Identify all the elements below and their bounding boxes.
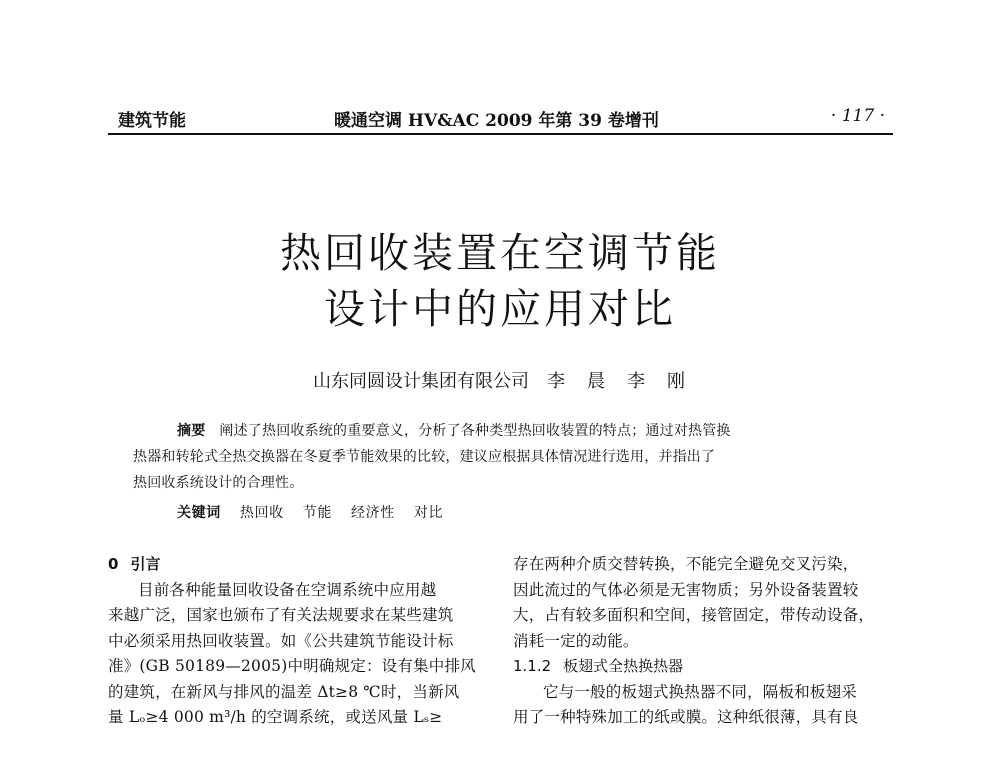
header-journal: 暖通空调 HV&AC 2009 年第 39 卷增刊 (334, 111, 659, 131)
body-line: 来越广泛，国家也颁布了有关法规要求在某些建筑 (108, 606, 454, 624)
body-line: 它与一般的板翅式换热器不同，隔板和板翅采 (543, 682, 858, 701)
keyword: 对比 (413, 505, 444, 521)
keywords-label: 关键词 (177, 505, 221, 521)
subsection-title: 板翅式全热换热器 (563, 657, 684, 675)
body-line: 消耗一定的动能。 (513, 631, 639, 650)
body-line: 大，占有较多面积和空间，接管固定，带传动设备， (513, 606, 875, 624)
right-column (513, 552, 893, 731)
author-line (0, 367, 1000, 393)
keyword: 节能 (302, 505, 332, 521)
body-line: 目前各种能量回收设备在空调系统中应用越 (138, 580, 437, 599)
abstract-line: 阐述了热回收系统的重要意义，分析了各种类型热回收装置的特点；通过对热管换 (219, 423, 731, 439)
body-line: 因此流过的气体必须是无害物质；另外设备装置较 (513, 580, 859, 599)
header-page-number: · 117 · (830, 106, 885, 126)
abstract (133, 418, 873, 496)
body-line: 中必须采用热回收装置。如《公共建筑节能设计标 (108, 631, 454, 650)
header-section: 建筑节能 (118, 111, 186, 131)
title-line-1: 热回收装置在空调节能 (280, 229, 720, 277)
author-names: 李 晨 李 刚 (547, 371, 687, 392)
header-rule (108, 133, 893, 135)
section-title: 引言 (130, 555, 161, 573)
affiliation: 山东同圆设计集团有限公司 (313, 371, 529, 392)
abstract-label: 摘要 (177, 423, 206, 439)
body-line: 准》(GB 50189—2005)中明确规定：设有集中排风 (108, 657, 476, 675)
keywords (177, 502, 457, 522)
abstract-line: 热回收系统设计的合理性。 (133, 475, 304, 491)
body-line: 用了一种特殊加工的纸或膜。这种纸很薄，具有良 (513, 708, 859, 726)
left-column (108, 552, 488, 731)
abstract-line: 热器和转轮式全热交换器在冬夏季节能效果的比较，建议应根据具体情况进行选用，并指出了 (133, 449, 716, 465)
body-line: 的建筑，在新风与排风的温差 Δt≥8 ℃时，当新风 (108, 682, 460, 701)
section-heading (108, 552, 488, 578)
subsection-heading (513, 654, 893, 680)
subsection-number: 1.1.2 (513, 657, 552, 675)
title-line-2: 设计中的应用对比 (324, 285, 676, 333)
section-number: 0 (108, 555, 119, 573)
body-line: 量 Lₒ≥4 000 m³/h 的空调系统，或送风量 Lₛ≥ (108, 708, 443, 726)
body-line: 存在两种介质交替转换，不能完全避免交叉污染， (513, 555, 859, 573)
paper-title (0, 225, 1000, 337)
keyword: 经济性 (351, 505, 395, 521)
keyword: 热回收 (239, 505, 284, 521)
running-header (108, 106, 893, 132)
